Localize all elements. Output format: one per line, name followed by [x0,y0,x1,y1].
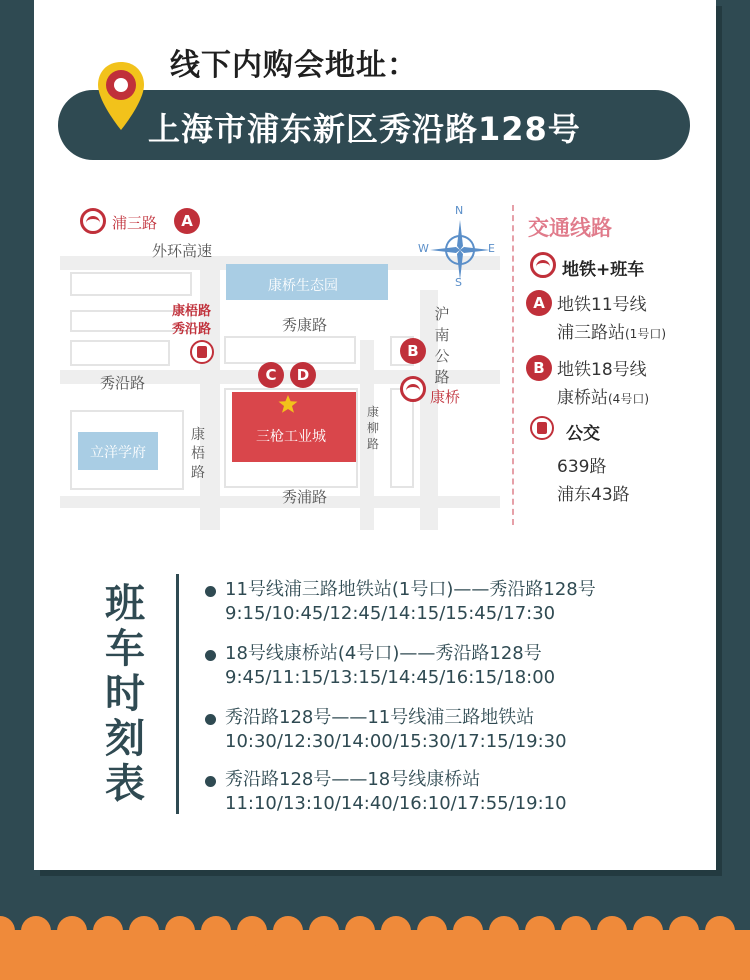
road-hunan-label: 沪 南 公 路 [434,305,450,386]
footer-band [0,930,750,980]
schedule-item: 秀沿路128号——11号线浦三路地铁站 10:30/12:30/14:00/15:30/17:15/19:30 [225,706,567,754]
schedule-divider [176,574,179,814]
station-b-label: 康桥 [430,388,461,406]
legend-bus-1: 639路 [557,457,607,477]
station-a-label: 浦三路 [112,214,158,232]
road-kangliu-label: 康 柳 路 [366,405,379,451]
badge-d: D [290,362,316,388]
road-xiukang-label: 秀康路 [282,316,328,334]
compass-e: E [488,242,495,255]
badge-b: B [400,338,426,364]
legend-bus-label: 公交 [566,424,600,444]
page-title: 线下内购会地址： [170,48,418,83]
compass-n: N [455,204,464,217]
bullet-icon [205,776,216,787]
background-left [0,0,36,980]
bus-stop-icon [190,340,214,364]
legend-b-line1: 地铁18号线 [557,360,647,380]
road-xiuyan-label: 秀沿路 [100,374,146,392]
metro-icon [80,208,106,234]
compass-w: W [418,242,429,255]
legend-badge-a: A [526,290,552,316]
bullet-icon [205,586,216,597]
road-kangwu-label: 康 梧 路 [191,427,205,481]
address-text: 上海市浦东新区秀沿路128号 [148,110,581,148]
schedule-title: 班 车 时 刻 表 [105,581,145,807]
schedule-item: 秀沿路128号——18号线康桥站 11:10/13:10/14:40/16:10/17:55/19:10 [225,768,567,816]
legend-metro-bus: 地铁+班车 [562,260,645,280]
location-pin-icon [96,60,146,132]
road-xiupu-label: 秀浦路 [282,488,328,506]
bullet-icon [205,650,216,661]
legend-badge-b: B [526,355,552,381]
junction-label-2: 秀沿路 [172,322,212,337]
legend-b-line2: 康桥站(4号口) [557,388,649,408]
legend-title: 交通线路 [528,216,612,240]
metro-legend-icon [530,252,556,278]
bus-legend-icon [530,416,554,440]
legend-bus-2: 浦东43路 [557,485,630,505]
metro-icon-b [400,376,426,402]
schedule-item: 11号线浦三路地铁站(1号口)——秀沿路128号 9:15/10:45/12:45/14:15/15:45/17:30 [225,578,596,626]
road-outer-ring-label: 外环高速 [152,242,213,260]
school-label: 立洋学府 [90,445,146,461]
badge-a: A [174,208,200,234]
star-icon [278,394,298,414]
compass-s: S [455,276,462,289]
venue-label: 三枪工业城 [256,429,326,445]
bullet-icon [205,714,216,725]
schedule-item: 18号线康桥站(4号口)——秀沿路128号 9:45/11:15/13:15/14:45/16:15/18:00 [225,642,555,690]
park-label: 康桥生态园 [268,278,338,294]
area-map [60,200,500,530]
legend-a-line2: 浦三路站(1号口) [557,323,666,343]
badge-c: C [258,362,284,388]
legend-a-line1: 地铁11号线 [557,295,647,315]
junction-label-1: 康梧路 [172,304,212,319]
